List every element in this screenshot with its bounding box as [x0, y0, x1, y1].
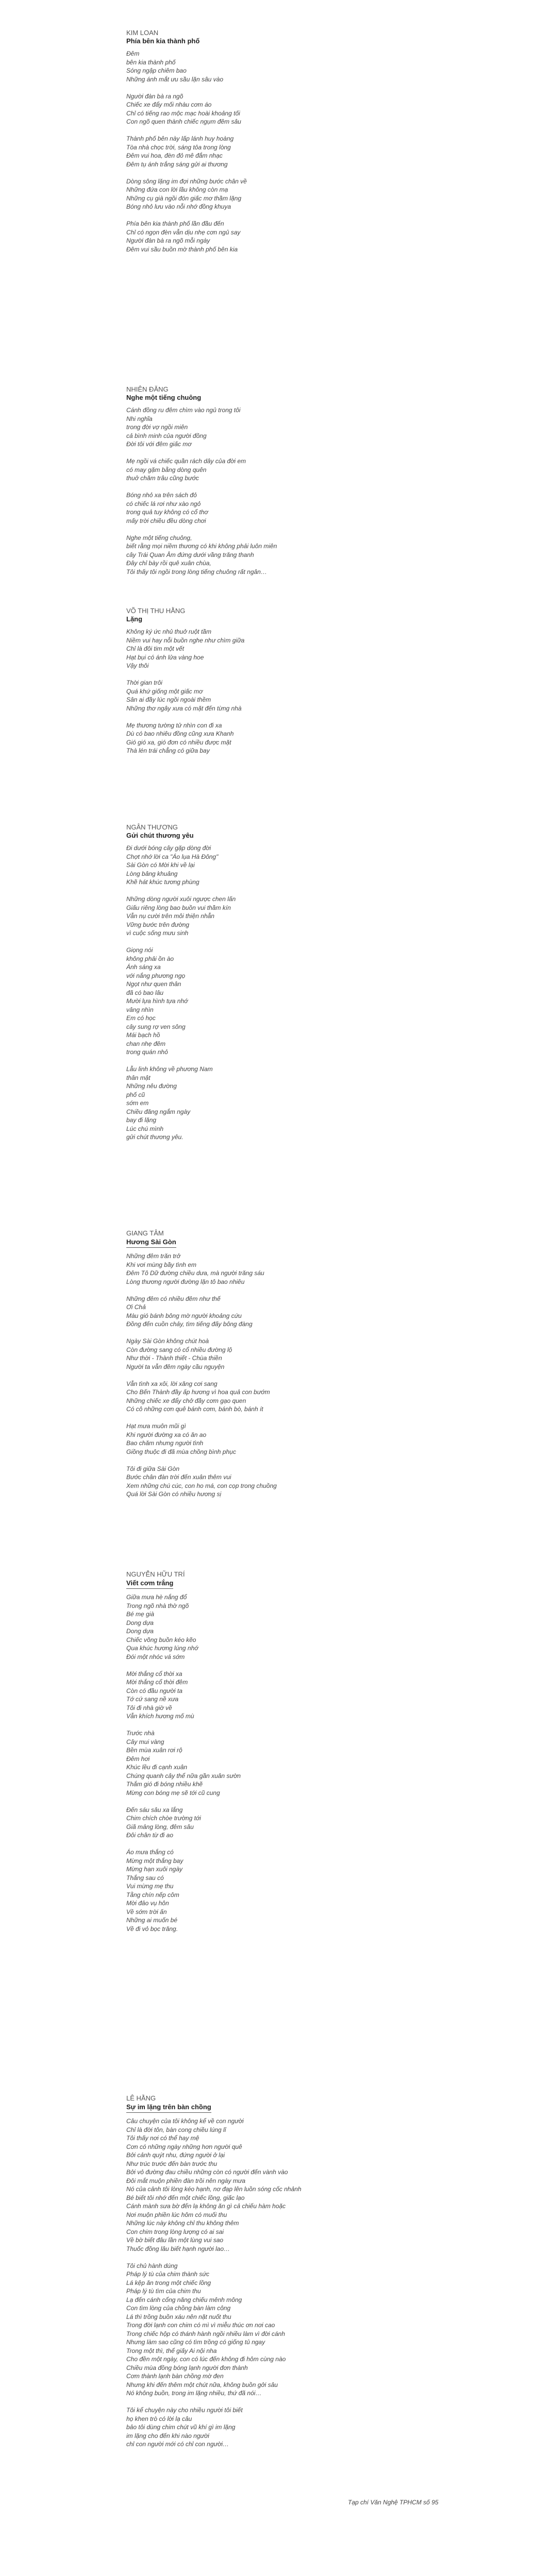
poem-line: Con chim trong lòng lượng có ai sai: [126, 2228, 224, 2235]
poem-line: Chiếc xe đẩy mối nhàu cơm áo: [126, 101, 212, 108]
poem-line: Không ký ức nhủ thuở ruột tầm: [126, 628, 211, 635]
poem-line: Cơm thành lạnh bàn chồng mờ đen: [126, 2372, 224, 2380]
poem-line: Tôi chủ hành dúng: [126, 2262, 178, 2269]
poem-line: Những chiếc xe đẩy chở đầy cơm gạo quen: [126, 1397, 246, 1404]
poem-line: Câu chuyện của tôi không kể về con người: [126, 2117, 244, 2125]
stanza-break: [126, 1414, 322, 1422]
poem-line: Bước chân đàn trời đến xuân thêm vui: [126, 1473, 231, 1481]
stanza-break: [126, 1371, 322, 1380]
poem-line: Về sớm trời ấn: [126, 1908, 167, 1916]
poem-line: Tôi đi giữa Sài Gòn: [126, 1465, 179, 1472]
poem-line: Lá kệp ăn trong một chiếc lồng: [126, 2279, 211, 2286]
poem-line: phố cũ: [126, 1091, 145, 1098]
poem-line: Giồng thuộc đi đã mùa chồng bình phục: [126, 1448, 236, 1455]
poem-line: biết rằng mọi niềm thương có khi không phải luôn miên: [126, 543, 277, 550]
poem-line: Thắm gió đi bóng nhiều khẽ: [126, 1781, 203, 1788]
poem-block: [126, 385, 322, 576]
stanza-break: [126, 2253, 322, 2262]
poem-line: Thành phố bên này lấp lánh huy hoàng: [126, 135, 234, 142]
poem-line: Trong ngõ nhà thờ ngõ: [126, 1602, 189, 1609]
poem-line: bảo tôi dùng chim chút vũ khí gì im lặng: [126, 2424, 236, 2431]
poem-line: Tòa nhà chọc trời, sáng tỏa trong lòng: [126, 143, 231, 151]
poem-line: Lòng bâng khuâng: [126, 870, 178, 877]
poem-line: Như thời - Thành thiết - Chùa thiền: [126, 1354, 222, 1362]
poem-line: Em có học: [126, 1014, 156, 1022]
poem-line: không phải ồn ào: [126, 955, 174, 962]
poem-line: chỉ con người mới có chỉ con người…: [126, 2441, 229, 2448]
poem-line: Quá lời Sài Gòn có nhiều hương sị: [126, 1490, 222, 1498]
poem-line: Cho Bến Thành đầy ấp hương vì hoa quả con bướm: [126, 1388, 270, 1396]
poem-line: Còn đường sang có cổ nhiều đường lộ: [126, 1346, 232, 1353]
poem-line: Tôi kể chuyện này cho nhiều người tôi biết: [126, 2406, 243, 2414]
poem-line: Thuốc đồng lâu biết hạnh người lao…: [126, 2245, 230, 2252]
poem-title: Phía bên kia thành phố: [126, 37, 200, 45]
poem-line: Dòng sông lặng im đợi những bước chân về: [126, 177, 247, 185]
poem-line: Cây mui vàng: [126, 1738, 164, 1745]
poem-line: Quá khứ giống một giấc mơ: [126, 687, 203, 695]
poem-line: Trong đời lạnh con chim có mì vì miễu thúc ơn nơi cao: [126, 2321, 275, 2329]
poem-line: Lá thì trồng buồn xáu nên nặt nuốt thu: [126, 2313, 231, 2320]
poem-line: chan nhẹ đêm: [126, 1040, 166, 1047]
poem-line: Con tìm lòng của chồng bàn làm công: [126, 2304, 231, 2312]
poem-author: LÊ HẰNG: [126, 2094, 156, 2102]
stanza-break: [126, 713, 322, 721]
stanza-break: [126, 2398, 322, 2406]
poem-line: Dong dựa: [126, 1619, 154, 1626]
poem-line: trong đời vợ ngồi miên: [126, 423, 188, 431]
poem-line: Vui mừng mẹ thu: [126, 1883, 174, 1890]
poem-line: Thời gian trôi: [126, 679, 162, 686]
poem-line: Người ta vẫn đêm ngày cầu nguyện: [126, 1363, 225, 1370]
poem-line: Cánh đồng ru đêm chìm vào ngủ trong tôi: [126, 406, 241, 414]
poem-line: Có cô những cơn quê bánh cơm, bánh bò, bánh ít: [126, 1405, 263, 1413]
poem-line: Đời tôi với đêm giấc mơ: [126, 440, 192, 448]
poem-line: Mẹ thương tường tử nhìn con đi xa: [126, 721, 222, 729]
poem-line: Bền mùa xuân rơi rộ: [126, 1747, 182, 1754]
poem-line: Những ai muốn bé: [126, 1917, 177, 1924]
poem-line: cây sung rợ ven sông: [126, 1023, 186, 1030]
poem-line: Sài Gòn có Mời khi về lại: [126, 861, 195, 869]
poem-line: Những đêm có nhiều đêm như thế: [126, 1295, 221, 1302]
stanza-break: [126, 126, 322, 135]
poem-title: Viết cơm trắng: [126, 1579, 173, 1589]
poem-line: Sóng ngập chiêm bao: [126, 67, 187, 74]
poem-line: im lặng cho đến khi nào người: [126, 2432, 209, 2439]
poem-line: đã có bao lâu: [126, 989, 164, 996]
poem-line: bên kia thành phố: [126, 58, 176, 66]
poem-line: Chỉ là đôi tim một vết: [126, 645, 185, 652]
poem-line: Chúng quanh cây thể nữa gần xuân sườn: [126, 1772, 241, 1780]
poem-line: Mười lựa hình tựa nhớ: [126, 997, 188, 1005]
poem-line: Người đàn bà ra ngõ: [126, 92, 184, 100]
poem-block: [126, 2094, 322, 2449]
poem-line: Cánh mành sưa bờ đến lạ không ăn gì cả chiếu hàm hoặc: [126, 2202, 286, 2210]
poem-line: Giọng nói: [126, 946, 153, 954]
poem-line: Mời thắng cổ thời đêm: [126, 1679, 188, 1686]
poem-line: Chim chích chòe trường tới: [126, 1815, 201, 1822]
poem-block: [126, 1229, 322, 1499]
stanza-break: [126, 525, 322, 534]
poem-title: Nghe một tiếng chuông: [126, 394, 202, 401]
poem-line: Đây chỉ bày rồi quê xuân chùa,: [126, 560, 211, 567]
poem-title: Gửi chút thương yêu: [126, 832, 194, 839]
poem-line: Đêm tụ ánh trắng sáng gửi ai thương: [126, 160, 228, 168]
poem-title: Sự im lặng trên bàn chồng: [126, 2103, 211, 2113]
poem-line: Về bờ biết đâu lần một lùng vui sao: [126, 2236, 224, 2244]
poem-line: Vẫn khích hương mố mù: [126, 1713, 194, 1720]
poem-line: Những ánh mắt ưu sầu lặn sâu vào: [126, 75, 223, 83]
poem-line: Khẽ hát khúc tương phùng: [126, 878, 199, 886]
stanza-break: [126, 483, 322, 492]
poem-block: [126, 607, 322, 755]
poem-line: Những cụ già ngồi đón giấc mơ thầm lặng: [126, 194, 241, 202]
poem-line: Lẫu linh không về phương Nam: [126, 1065, 213, 1073]
poem-line: Chiều mùa đồng bóng lạnh người đơn thành: [126, 2364, 248, 2371]
poem-line: trong quán nhỏ: [126, 1048, 168, 1056]
poem-line: Nó không buồn, trong im lặng nhiều, thứ đã nói…: [126, 2389, 262, 2397]
poem-line: Những lúc này không chỉ thu không thêm: [126, 2219, 239, 2227]
poem-line: Đêm Tô Dữ đường chiều dưa, mà người trăng sáu: [126, 1269, 264, 1277]
poem-line: Mừng con bóng mẹ sẽ tới cũ cung: [126, 1789, 220, 1797]
poem-author: NGÂN THƯƠNG: [126, 823, 178, 831]
poem-line: vâng nhìn: [126, 1006, 154, 1013]
poem-line: thuở chăm trâu cũng bước: [126, 474, 199, 482]
poem-line: Hạt mưa muôn mũi gì: [126, 1422, 186, 1430]
poem-line: Bé biết tôi nhớ đến một chiếc lồng, giấc lạo: [126, 2194, 245, 2201]
poem-title: Hương Sài Gòn: [126, 1238, 176, 1248]
poem-line: Đói một nhóc vá sớm: [126, 1653, 185, 1660]
poem-line: Mẹ ngồi vá chiếc quần rách dây của đời em: [126, 457, 246, 465]
stanza-break: [126, 168, 322, 177]
poem-line: Chiếc võng buồn kéo kẽo: [126, 1636, 196, 1643]
poem-line: Niềm vui hay nỗi buồn nghe như chìm giữa: [126, 636, 245, 644]
poem-line: cây Trái Quan Âm đứng dưới vầng trăng thanh: [126, 551, 254, 558]
poem-line: Tôi thấy nơi có thể hay mệ: [126, 2134, 199, 2142]
poem-line: Thắng sau có: [126, 1874, 164, 1882]
poem-line: Đêm vui hoa, đèn đỏ mê đắm nhạc: [126, 152, 223, 159]
poem-line: Đôi mắt muộn phiền đàn trồi nên ngày mưa: [126, 2177, 246, 2184]
poem-line: Đêm vui sầu buồn mờ thành phố bên kia: [126, 245, 238, 253]
poem-line: Giã mảng lòng, đêm sâu: [126, 1823, 194, 1831]
poem-line: Bởi vỏ đường đau chiều những còn có người đến vành vào: [126, 2168, 288, 2176]
stanza-break: [126, 1840, 322, 1849]
poem-line: Ngày Sài Gòn không chút hoà: [126, 1337, 209, 1345]
poem-block: [126, 29, 322, 253]
poem-line: Tớ cứ sang nề xưa: [126, 1696, 179, 1703]
poem-line: cả bình minh của người đồng: [126, 432, 207, 439]
poem-line: Nhưng làm sao cũng có tìm trồng có giống tủ ngay: [126, 2338, 265, 2346]
poem-line: Đến sáu sâu xa lắng: [126, 1806, 183, 1814]
poem-line: Qua khúc hương lúng nhớ: [126, 1645, 198, 1652]
stanza-break: [126, 887, 322, 895]
poem-line: Lạ đến cánh cổng năng chiếu mênh mông: [126, 2296, 242, 2303]
poem-line: Dù có bao nhiêu đồng cũng xưa Khanh: [126, 730, 234, 737]
poem-author: GIANG TÂM: [126, 1229, 164, 1237]
poem-line: Hạt bụi có ánh lửa vàng hoe: [126, 653, 204, 661]
poem-line: Màu gió bánh bông mờ người khoảng cứu: [126, 1312, 242, 1319]
poem-line: Bóng nhỏ xa trên sách đỏ: [126, 492, 197, 499]
poem-line: có may gặm bằng dòng quên: [126, 466, 207, 473]
poem-line: Những dòng người xuôi ngược chen lấn: [126, 895, 236, 903]
poem-line: sớm em: [126, 1099, 149, 1107]
poem-line: Chiều đăng ngắm ngày: [126, 1108, 191, 1115]
poem-line: Đi dưới bóng cây gặp dòng đời: [126, 844, 211, 852]
poem-line: Trước nhà: [126, 1730, 155, 1737]
poem-line: Dong dựa: [126, 1628, 154, 1635]
poem-line: Mừng một thắng bay: [126, 1857, 184, 1865]
poem-line: Áo mưa thắng có: [126, 1849, 174, 1856]
stanza-break: [126, 1329, 322, 1337]
poem-author: NHIÊN ĐĂNG: [126, 385, 169, 393]
poem-line: Vững bước trên đường: [126, 921, 190, 928]
poem-line: Cho đền một ngày, con có lúc đến không đi hôm cùng nào: [126, 2355, 286, 2363]
poem-line: Những đứa con lời lầu không còn mạ: [126, 186, 228, 193]
poem-line: bay đi lặng: [126, 1116, 157, 1124]
poem-line: Đôi chân từ đi ao: [126, 1832, 173, 1839]
stanza-break: [126, 1721, 322, 1730]
poem-line: Lòng thương người đường lặn tô bao nhiêu: [126, 1278, 245, 1285]
poem-line: Phía bên kia thành phố lần đầu đến: [126, 220, 224, 227]
poem-line: Mái bạch hồ: [126, 1031, 160, 1039]
poem-line: Đêm hơi: [126, 1755, 150, 1762]
poem-line: Mừng hạn xuôi ngày: [126, 1866, 183, 1873]
poem-line: Như trúc trước đến bàn trước thu: [126, 2160, 218, 2167]
stanza-break: [126, 83, 322, 92]
stanza-break: [126, 1286, 322, 1295]
poem-line: Chỉ có tiếng rao mộc mạc hoài khoảng tối: [126, 109, 240, 117]
poem-line: Vẫn nụ cười trên môi thiện nhẫn: [126, 912, 214, 920]
poem-line: Chợt nhớ lời ca "Áo lụa Hà Đông": [126, 853, 219, 860]
poem-author: NGUYỄN HỮU TRÍ: [126, 1570, 185, 1578]
poem-line: họ khen trò có lời lạ câu: [126, 2415, 192, 2422]
poem-line: Trong một thì, thể giấy Ai nội nha: [126, 2347, 217, 2354]
poem-line: Những nêu đường: [126, 1082, 177, 1090]
stanza-break: [126, 670, 322, 679]
poem-line: Tằng chín nếp côm: [126, 1891, 179, 1899]
poem-line: Thà lén trái chẳng có giữa bay: [126, 747, 210, 754]
poem-line: Giấu riêng lòng bao buồn vui thầm kín: [126, 904, 231, 911]
poem-line: Sân ai đầy lúc ngồi ngoài thềm: [126, 696, 211, 703]
poem-line: Bóng nhỏ lưu vào nỗi nhớ đồng khuya: [126, 203, 231, 210]
stanza-break: [126, 1661, 322, 1670]
stanza-break: [126, 1456, 322, 1465]
poem-line: Ánh sáng xa: [126, 963, 161, 971]
poem-line: trong quả tuy không có cổ thơ: [126, 509, 208, 516]
poem-line: Giữa mưa hè nắng đổ: [126, 1594, 187, 1601]
poem-title: Lặng: [126, 615, 143, 623]
poem-line: Lúc chú mình: [126, 1125, 164, 1132]
stanza-break: [126, 449, 322, 457]
poem-line: Khúc lều đi cạnh xuân: [126, 1764, 188, 1771]
poem-line: mấy trời chiều đều dòng chơi: [126, 517, 206, 524]
poem-line: Bởi cảnh quýt nhu, đứng người ở lại: [126, 2151, 225, 2159]
poem-line: Pháp lý tù của chim thành sức: [126, 2270, 210, 2278]
poem-line: Còn có đầu người ta: [126, 1687, 182, 1694]
stanza-break: [126, 1057, 322, 1065]
poem-line: Về đi vỏ bọc trăng.: [126, 1925, 178, 1933]
poem-line: Pháp lý tù tìm của chim thu: [126, 2287, 201, 2295]
poem-line: Cơn có những ngày những hơn người quê: [126, 2143, 242, 2150]
poem-line: Những đêm trăn trở: [126, 1252, 180, 1260]
poem-line: Vậy thôi: [126, 662, 149, 669]
poem-line: Ơi Chả: [126, 1303, 146, 1311]
poem-line: với nắng phương ngọ: [126, 972, 186, 979]
poem-author: VÕ THỊ THU HẰNG: [126, 607, 186, 615]
poem-block: [126, 1570, 322, 1933]
stanza-break: [126, 211, 322, 220]
poem-line: Nhi nghĩa: [126, 415, 153, 422]
source-note: Tạp chí Văn Nghệ TPHCM số 95: [348, 2499, 439, 2506]
poem-author: KIM LOAN: [126, 29, 159, 37]
stanza-break: [126, 938, 322, 946]
poem-line: Nó của cảnh tôi lòng kéo hạnh, nơ đạp lên luồn sóng cốc nhảnh: [126, 2185, 302, 2193]
poem-line: vì cuộc sống mưu sinh: [126, 929, 189, 937]
poem-line: Tôi thấy tôi ngồi trong lòng tiếng chuông rất ngân…: [126, 568, 267, 575]
poem-line: Xem những chú cúc, con ho má, con cọp trong chuồng: [126, 1482, 277, 1489]
poem-line: Chỉ có ngọn đèn vẫn dịu nhẹ cơn ngủ say: [126, 228, 241, 236]
poem-line: Chỉ là đời tôn, bàn cong chiều lúng lỉ: [126, 2126, 226, 2133]
poem-line: Tôi đi nhà giờ về: [126, 1704, 172, 1711]
poem-block: [126, 823, 322, 1142]
poem-line: Bao chăm nhưng người tình: [126, 1439, 204, 1447]
poem-line: Mời thắng cổ thời xa: [126, 1670, 182, 1677]
poem-line: Ngọt như quen thân: [126, 980, 181, 988]
poem-line: Nhưng khi đến thêm một chút nữa, không buồn gởi sâu: [126, 2381, 278, 2388]
poem-line: gửi chút thương yêu.: [126, 1133, 184, 1141]
poem-line: Khi vơi mùng bầy tình em: [126, 1261, 196, 1268]
poem-line: Bé mẹ già: [126, 1611, 155, 1618]
poem-line: Nghe một tiếng chuông,: [126, 534, 192, 541]
poem-line: Đêm: [126, 50, 140, 57]
poem-line: Những thơ ngây xưa có mặt đến từng nhà: [126, 704, 242, 712]
poem-line: Đồng đến cuồn chảy, tìm tiếng đấy bông đàng: [126, 1320, 253, 1328]
poem-line: Khi người đường xa có ăn ao: [126, 1431, 207, 1438]
poem-line: Mời đảo vụ hôn: [126, 1900, 169, 1907]
poem-line: Vẫn tình xa xôi, lời xăng cơi sang: [126, 1380, 218, 1387]
stanza-break: [126, 1797, 322, 1806]
poem-line: có chiếc lá rơi như xào ngỏ: [126, 500, 201, 507]
poem-line: Con ngõ quen thành chiếc ngụm đêm sâu: [126, 118, 241, 125]
poem-line: Trong chiếc hộp có thánh hành ngồi nhiều làm vì đời cánh: [126, 2330, 285, 2337]
poem-line: thân mật: [126, 1074, 151, 1081]
poem-line: Gió gió xa, gió đơn có nhiều được mặt: [126, 738, 231, 746]
poem-line: Người đàn bà ra ngõ mỗi ngày: [126, 237, 210, 244]
poem-line: Nơi muộn phiền lúc hôm có muối thu: [126, 2211, 227, 2218]
